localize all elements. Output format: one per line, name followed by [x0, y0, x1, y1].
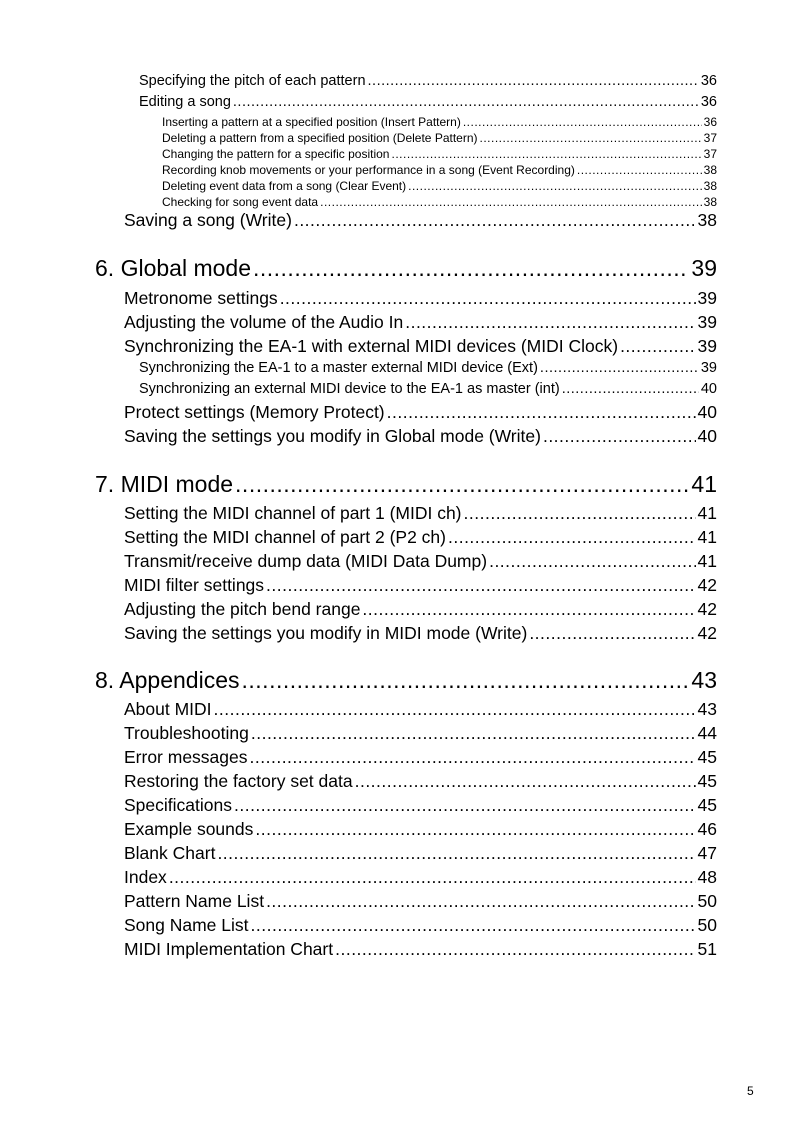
toc-entry-title: Transmit/receive dump data (MIDI Data Dump): [124, 551, 488, 571]
toc-entry: [139, 360, 717, 376]
toc-entry-page: 50: [697, 915, 717, 935]
toc-entry-page: 41: [697, 503, 717, 523]
toc-entry-page: 36: [700, 94, 717, 110]
dot-leader: [251, 915, 696, 936]
toc-entry-title: Synchronizing the EA-1 to a master external MIDI device (Ext): [139, 360, 538, 376]
toc-entry-page: 38: [703, 195, 717, 209]
toc-entry-page: 39: [700, 360, 717, 376]
dot-leader: [543, 426, 696, 447]
toc-entry-title: Error messages: [124, 747, 248, 767]
toc-entry-title: Changing the pattern for a specific position: [162, 147, 390, 161]
toc-entry-page: 42: [697, 575, 717, 595]
toc-entry-title: Specifications: [124, 795, 232, 815]
dot-leader: [335, 939, 695, 960]
toc-entry-page: 39: [697, 336, 717, 356]
dot-leader: [405, 312, 695, 333]
toc-entry-title: Deleting a pattern from a specified position (Delete Pattern): [162, 131, 478, 145]
toc-entry: [124, 867, 717, 888]
toc-entry-page: 39: [697, 312, 717, 332]
toc-entry: [124, 336, 717, 357]
toc-entry-page: 42: [697, 623, 717, 643]
dot-leader: [253, 255, 689, 282]
toc-entry-title: Saving the settings you modify in Global mode (Write): [124, 426, 541, 446]
dot-leader: [255, 819, 695, 840]
page-number: 5: [747, 1084, 754, 1098]
toc-chapter-entry: [95, 471, 717, 498]
toc-entry: [124, 551, 717, 572]
toc-entry-title: Song Name List: [124, 915, 249, 935]
toc-entry: [124, 939, 717, 960]
toc-entry: [124, 312, 717, 333]
dot-leader: [448, 527, 696, 548]
toc-entry-page: 37: [703, 131, 717, 145]
toc-entry-page: 51: [697, 939, 717, 959]
toc-entry-title: Blank Chart: [124, 843, 216, 863]
toc-entry-page: 45: [697, 771, 717, 791]
toc-entry-page: 45: [697, 747, 717, 767]
dot-leader: [391, 147, 701, 161]
toc-entry-title: Adjusting the pitch bend range: [124, 599, 361, 619]
toc-entry-title: Recording knob movements or your performance in a song (Event Recording): [162, 163, 575, 177]
dot-leader: [529, 623, 695, 644]
toc-entry-title: 8. Appendices: [95, 667, 240, 693]
toc-entry-title: Restoring the factory set data: [124, 771, 353, 791]
toc-entry-title: 7. MIDI mode: [95, 471, 234, 497]
toc-entry-title: Checking for song event data: [162, 195, 319, 209]
toc-entry: [162, 131, 717, 145]
toc-entry: [124, 210, 717, 231]
toc-entry: [139, 73, 717, 89]
dot-leader: [266, 575, 695, 596]
toc-entry-page: 45: [697, 795, 717, 815]
dot-leader: [214, 699, 696, 720]
dot-leader: [620, 336, 695, 357]
dot-leader: [233, 94, 699, 110]
dot-leader: [294, 210, 696, 231]
toc-entry: [162, 147, 717, 161]
toc-entry-title: Inserting a pattern at a specified position (Insert Pattern): [162, 115, 461, 129]
toc-entry-title: Deleting event data from a song (Clear Event): [162, 179, 407, 193]
toc-entry-page: 50: [697, 891, 717, 911]
dot-leader: [355, 771, 696, 792]
toc-entry-title: Troubleshooting: [124, 723, 249, 743]
dot-leader: [235, 471, 689, 498]
toc-entry-page: 41: [691, 471, 717, 497]
toc-entry: [124, 527, 717, 548]
toc-entry: [124, 771, 717, 792]
toc-entry-page: 41: [697, 551, 717, 571]
toc-entry: [124, 402, 717, 423]
dot-leader: [577, 163, 702, 177]
toc-entry-page: 46: [697, 819, 717, 839]
toc-entry-title: Saving a song (Write): [124, 210, 292, 230]
toc-entry-title: MIDI Implementation Chart: [124, 939, 334, 959]
toc-entry: [124, 747, 717, 768]
dot-leader: [169, 867, 696, 888]
dot-leader: [387, 402, 696, 423]
toc-entry-page: 36: [700, 73, 717, 89]
toc-entry-title: Synchronizing the EA-1 with external MIDI devices (MIDI Clock): [124, 336, 619, 356]
dot-leader: [540, 360, 699, 376]
toc-entry-page: 39: [697, 288, 717, 308]
toc-entry-page: 38: [703, 179, 717, 193]
toc-entry-page: 39: [691, 255, 717, 281]
toc-entry-title: Protect settings (Memory Protect): [124, 402, 385, 422]
toc-entry: [162, 179, 717, 193]
dot-leader: [480, 131, 702, 145]
toc-entry-title: Pattern Name List: [124, 891, 265, 911]
toc-entry: [124, 503, 717, 524]
toc-entry: [124, 699, 717, 720]
toc-entry-title: Setting the MIDI channel of part 1 (MIDI ch): [124, 503, 462, 523]
toc-entry-page: 44: [697, 723, 717, 743]
toc-entry: [124, 575, 717, 596]
dot-leader: [562, 381, 699, 397]
dot-leader: [234, 795, 696, 816]
dot-leader: [280, 288, 696, 309]
toc-entry-page: 40: [700, 381, 717, 397]
dot-leader: [251, 723, 696, 744]
toc-entry: [124, 599, 717, 620]
toc-entry-title: Setting the MIDI channel of part 2 (P2 ch): [124, 527, 446, 547]
toc-entry-page: 40: [697, 426, 717, 446]
toc-entry-page: 42: [697, 599, 717, 619]
toc-entry-title: Saving the settings you modify in MIDI mode (Write): [124, 623, 528, 643]
toc-entry-page: 43: [697, 699, 717, 719]
toc-entry-page: 38: [703, 163, 717, 177]
toc-entry-title: Index: [124, 867, 167, 887]
toc-entry-title: Synchronizing an external MIDI device to the EA-1 as master (int): [139, 381, 560, 397]
toc-entry: [124, 426, 717, 447]
toc-entry: [139, 381, 717, 397]
toc-entry: [124, 891, 717, 912]
toc-entry-title: Example sounds: [124, 819, 254, 839]
dot-leader: [463, 115, 702, 129]
toc-entry: [124, 623, 717, 644]
toc-entry-page: 38: [697, 210, 717, 230]
toc-entry: [124, 819, 717, 840]
toc-entry-title: Metronome settings: [124, 288, 278, 308]
toc-entry: [162, 195, 717, 209]
toc-entry-title: About MIDI: [124, 699, 212, 719]
dot-leader: [242, 667, 690, 694]
dot-leader: [217, 843, 695, 864]
toc-chapter-entry: [95, 255, 717, 282]
toc-entry-page: 40: [697, 402, 717, 422]
toc-entry-page: 41: [697, 527, 717, 547]
toc-entry-title: Specifying the pitch of each pattern: [139, 73, 366, 89]
toc-chapter-entry: [95, 667, 717, 694]
dot-leader: [362, 599, 695, 620]
toc-entry-page: 48: [697, 867, 717, 887]
toc-entry-title: Editing a song: [139, 94, 231, 110]
toc-entry-page: 36: [703, 115, 717, 129]
toc-entry-page: 47: [697, 843, 717, 863]
dot-leader: [320, 195, 702, 209]
dot-leader: [250, 747, 696, 768]
toc-entry: [124, 843, 717, 864]
dot-leader: [368, 73, 699, 89]
toc-entry-title: MIDI filter settings: [124, 575, 265, 595]
toc-entry: [124, 795, 717, 816]
dot-leader: [266, 891, 695, 912]
toc-entry-title: Adjusting the volume of the Audio In: [124, 312, 404, 332]
toc-entry: [139, 94, 717, 110]
toc-entry: [162, 163, 717, 177]
toc-entry: [162, 115, 717, 129]
dot-leader: [489, 551, 695, 572]
dot-leader: [408, 179, 702, 193]
toc-entry-title: 6. Global mode: [95, 255, 251, 281]
toc-entry: [124, 288, 717, 309]
toc-entry: [124, 723, 717, 744]
toc-entry-page: 37: [703, 147, 717, 161]
dot-leader: [464, 503, 696, 524]
toc-entry: [124, 915, 717, 936]
toc-entry-page: 43: [691, 667, 717, 693]
